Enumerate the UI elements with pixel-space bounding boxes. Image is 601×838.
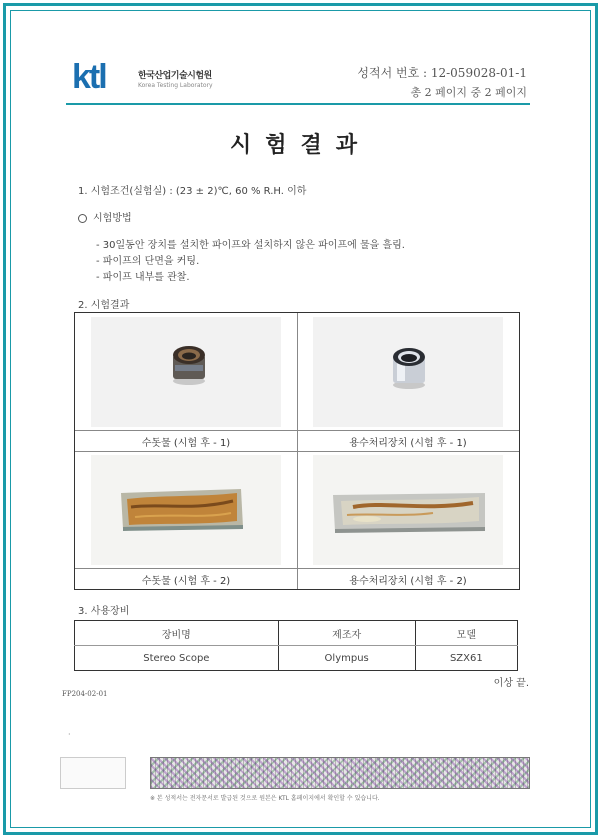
stamp-area: [60, 757, 126, 789]
method-item: - 30일동안 장치를 설치한 파이프와 설치하지 않은 파이프에 물을 흘림.: [96, 240, 405, 251]
form-number: FP204-02-01: [62, 690, 108, 698]
logo-text: [138, 68, 213, 89]
security-pattern-strip: [150, 757, 530, 789]
certificate-number: 성적서 번호 : 12-059028-01-1: [357, 66, 527, 80]
equipment-heading: 3. 사용장비: [78, 606, 130, 617]
logo-name-en: Korea Testing Laboratory: [138, 82, 213, 89]
column-header: 장비명: [75, 621, 279, 646]
pipe-section-image: [91, 317, 281, 427]
pipe-interior-image: [91, 455, 281, 565]
mark-dot: ·: [68, 730, 71, 739]
header-divider: [66, 103, 530, 105]
table-cell: SZX61: [415, 646, 517, 671]
column-header: 제조자: [278, 621, 415, 646]
results-photo-table: [74, 312, 520, 590]
table-divider: [75, 430, 519, 431]
method-item: - 파이프의 단면을 커팅.: [96, 256, 200, 267]
end-marker: 이상 끝.: [493, 678, 529, 689]
table-cell: Olympus: [278, 646, 415, 671]
table-divider: [75, 568, 519, 569]
column-header: 모델: [415, 621, 517, 646]
photo-treated-water-1: [313, 317, 503, 427]
photo-caption: 용수처리장치 (시험 후 - 1): [349, 438, 467, 449]
page-number: 총 2 페이지 중 2 페이지: [410, 86, 527, 99]
footer-note: ※ 본 성적서는 전자문서로 발급된 것으로 원본은 KTL 홈페이지에서 확인할 수 있습니다.: [150, 795, 380, 802]
logo-name-ko: 한국산업기술시험원: [138, 71, 212, 81]
pipe-section-image: [313, 317, 503, 427]
circle-bullet-icon: [78, 214, 87, 223]
photo-caption: 수돗물 (시험 후 - 2): [141, 576, 231, 587]
photo-treated-water-2: [313, 455, 503, 565]
pipe-interior-image: [313, 455, 503, 565]
table-row: [75, 646, 518, 671]
table-header-row: [75, 621, 518, 646]
ktl-logo: [72, 58, 213, 96]
table-cell: Stereo Scope: [75, 646, 279, 671]
photo-tap-water-1: [91, 317, 281, 427]
photo-caption: 수돗물 (시험 후 - 1): [141, 438, 231, 449]
test-conditions: 1. 시험조건(실험실) : (23 ± 2)℃, 60 % R.H. 이하: [78, 186, 307, 197]
table-divider: [75, 451, 519, 452]
logo-mark: ktl: [72, 58, 106, 96]
page-title: 시험결과: [229, 133, 371, 158]
test-method-heading-row: [78, 209, 132, 224]
results-heading: 2. 시험결과: [78, 300, 130, 311]
test-method-heading: 시험방법: [93, 213, 132, 224]
method-item: - 파이프 내부를 관찰.: [96, 272, 190, 283]
photo-tap-water-2: [91, 455, 281, 565]
photo-caption: 용수처리장치 (시험 후 - 2): [349, 576, 467, 587]
equipment-table: [74, 620, 518, 671]
